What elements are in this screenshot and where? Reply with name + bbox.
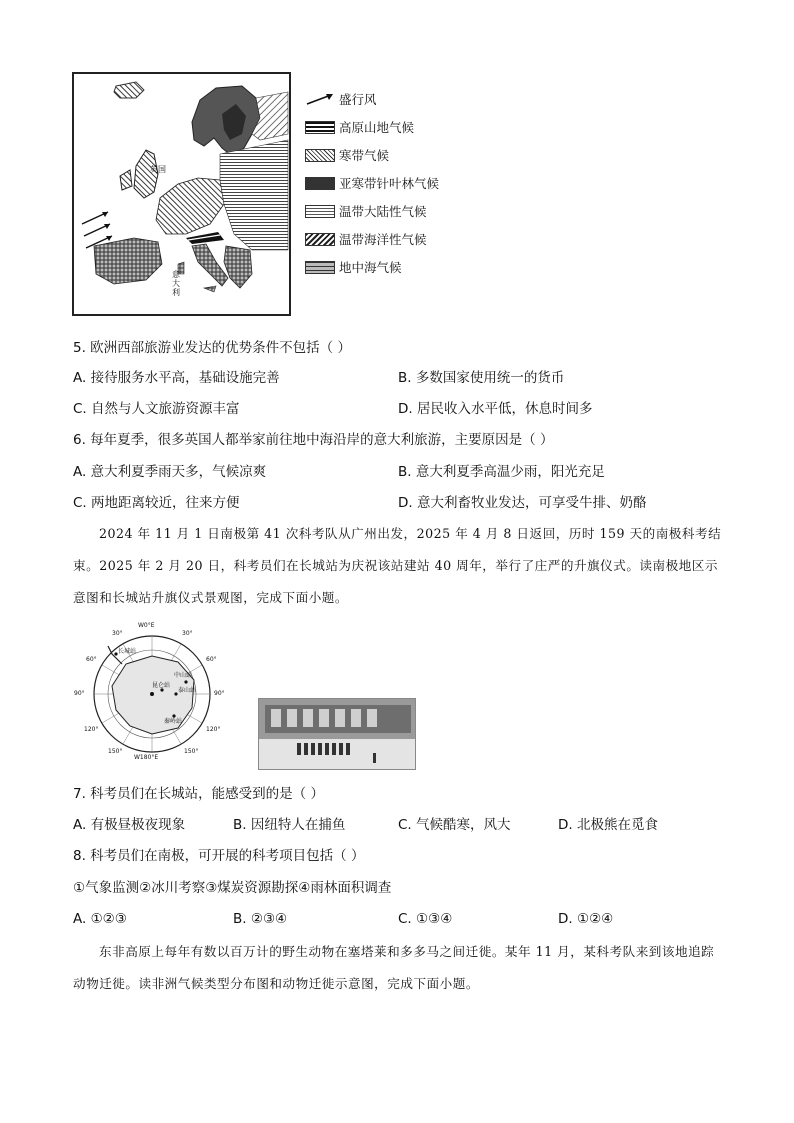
hatch-swatch: [305, 149, 335, 162]
question-6-option-c: C. 两地距离较近，往来方便: [73, 495, 240, 511]
question-8-items: ①气象监测②冰川考察③煤炭资源勘探④雨林面积调查: [73, 880, 392, 896]
legend-label: 温带海洋性气候: [339, 232, 427, 247]
station-label-zhongshan: 中山站: [174, 672, 193, 679]
polar-label-left-90: 90°: [74, 690, 85, 697]
question-5-stem: 5. 欧洲西部旅游业发达的优势条件不包括（ ）: [73, 340, 351, 356]
diag-swatch: [305, 233, 335, 246]
question-5-option-c: C. 自然与人文旅游资源丰富: [73, 401, 240, 417]
question-5-option-d: D. 居民收入水平低，休息时间多: [398, 401, 593, 417]
legend-label: 温带大陆性气候: [339, 204, 427, 219]
polar-label-r60: 60°: [206, 656, 217, 663]
polar-label-r150: 150°: [184, 748, 199, 755]
question-6-option-d: D. 意大利畜牧业发达，可享受牛排、奶酪: [398, 495, 647, 511]
question-8-stem: 8. 科考员们在南极，可开展的科考项目包括（ ）: [73, 848, 365, 864]
station-label-kunlun: 昆仑站: [152, 682, 171, 689]
question-5-option-a: A. 接待服务水平高，基础设施完善: [73, 370, 280, 386]
question-8-option-d: D. ①②④: [558, 911, 614, 927]
station-label-great-wall: 长城站: [118, 648, 137, 655]
flag-ceremony-graphic: [259, 699, 416, 770]
legend-label: 高原山地气候: [339, 120, 415, 135]
polar-label-right-90: 90°: [214, 690, 225, 697]
stripe-swatch: [305, 121, 335, 134]
arrow-icon: [305, 92, 335, 106]
question-6-option-b: B. 意大利夏季高温少雨，阳光充足: [398, 464, 605, 480]
question-6-stem: 6. 每年夏季，很多英国人都举家前往地中海沿岸的意大利旅游，主要原因是（ ）: [73, 432, 554, 448]
antarctic-map-graphic: [82, 624, 222, 764]
question-7-stem: 7. 科考员们在长城站，能感受到的是（ ）: [73, 786, 324, 802]
europe-climate-map: [72, 72, 291, 316]
polar-label-top: W0°E: [138, 622, 155, 629]
legend-label: 亚寒带针叶林气候: [339, 176, 440, 191]
question-7-option-c: C. 气候酷寒，风大: [398, 817, 511, 833]
dark-swatch: [305, 177, 335, 190]
polar-label-l60: 60°: [86, 656, 97, 663]
question-7-option-d: D. 北极熊在觅食: [558, 817, 658, 833]
polar-label-bottom: W180°E: [134, 754, 159, 761]
passage-antarctic: 2024 年 11 月 1 日南极第 41 次科考队从广州出发，2025 年 4 月 8 日返回，历时 159 天的南极科考结束。2025 年 2 月 20 日，科考员们在长城站为庆祝该站建站 40 周年，举行了庄严的升旗仪式。读南极地区示意图和长城站升旗仪式景观图，完成下面小题。: [73, 526, 722, 605]
question-8-option-c: C. ①③④: [398, 911, 453, 927]
polar-label-r120: 120°: [206, 726, 221, 733]
question-8-option-b: B. ②③④: [233, 911, 288, 927]
question-7-option-a: A. 有极昼极夜现象: [73, 817, 186, 833]
flag-ceremony-photo: [258, 698, 416, 770]
grid-swatch: [305, 261, 335, 274]
station-label-taishan: 泰山站: [178, 687, 197, 694]
question-6-option-a: A. 意大利夏季雨天多，气候凉爽: [73, 464, 267, 480]
station-label-qinling: 秦岭站: [164, 718, 183, 725]
question-5-option-b: B. 多数国家使用统一的货币: [398, 370, 565, 386]
question-7-option-b: B. 因纽特人在捕鱼: [233, 817, 346, 833]
polar-label-l120: 120°: [84, 726, 99, 733]
legend-label: 地中海气候: [339, 260, 402, 275]
map-label-italy: 意大利: [172, 270, 180, 297]
legend-label: 寒带气候: [339, 148, 390, 163]
hline-swatch: [305, 205, 335, 218]
polar-label-l30: 30°: [112, 630, 123, 637]
legend-label: 盛行风: [339, 92, 377, 107]
passage-east-africa: 东非高原上每年有数以百万计的野生动物在塞塔莱和多多马之间迁徙。某年 11 月，某科考队来到该地追踪动物迁徙。读非洲气候类型分布图和动物迁徙示意图，完成下面小题。: [73, 944, 715, 991]
polar-label-l150: 150°: [108, 748, 123, 755]
map-label-uk: 英国: [150, 165, 166, 174]
question-8-option-a: A. ①②③: [73, 911, 127, 927]
polar-label-r30: 30°: [182, 630, 193, 637]
antarctic-map: [74, 622, 225, 764]
